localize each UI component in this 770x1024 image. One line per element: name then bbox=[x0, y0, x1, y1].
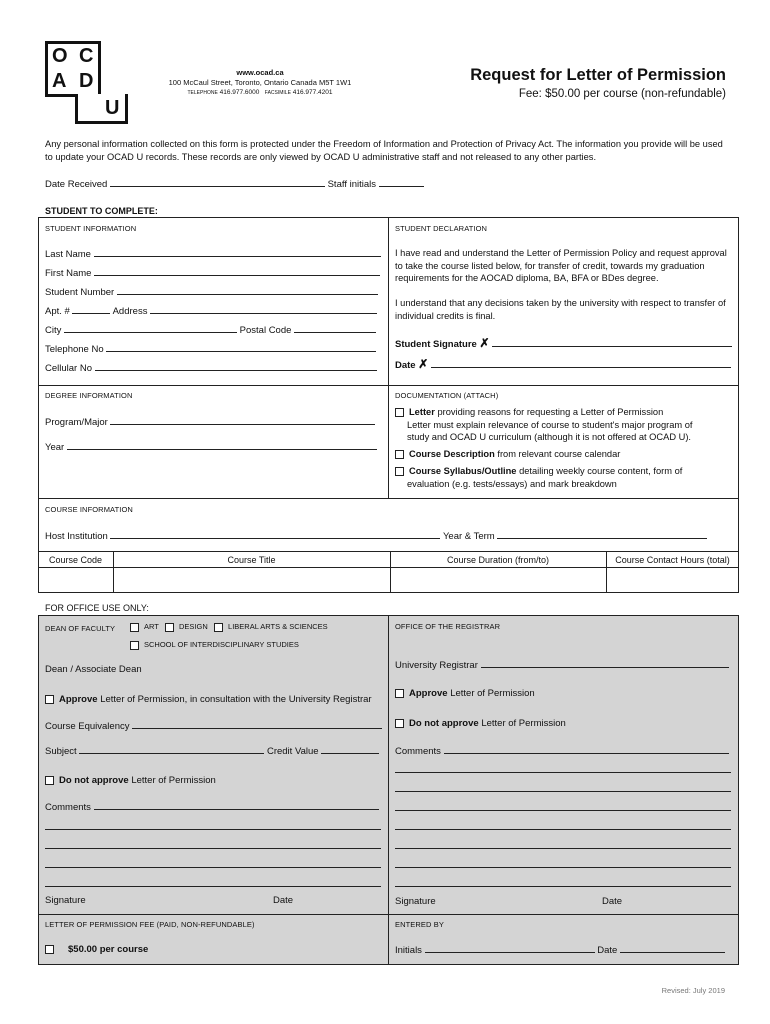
course-title-cell[interactable] bbox=[114, 568, 389, 592]
course-description-checkbox[interactable] bbox=[395, 450, 404, 459]
program-label: Program/Major bbox=[45, 417, 108, 428]
registrar-field[interactable] bbox=[481, 658, 729, 668]
initials-label: Initials bbox=[395, 945, 422, 956]
date-received-field[interactable] bbox=[110, 177, 325, 187]
dean-date-label: Date bbox=[273, 895, 294, 906]
student-signature-field[interactable] bbox=[492, 337, 732, 347]
registrar-not-approve-checkbox[interactable] bbox=[395, 719, 404, 728]
declaration-final: I understand that any decisions taken by the university with respect to transfer of individual credits is final. bbox=[395, 298, 726, 321]
letter-checkbox[interactable] bbox=[395, 408, 404, 417]
revised-date: Revised: July 2019 bbox=[661, 986, 725, 995]
telephone-field[interactable] bbox=[106, 342, 376, 352]
apt-field[interactable] bbox=[72, 304, 110, 314]
registrar-not-approve-text: Letter of Permission bbox=[481, 718, 566, 729]
declaration-heading: STUDENT DECLARATION bbox=[395, 224, 488, 233]
dean-approve-text: Letter of Permission, in consultation with the University Registrar bbox=[100, 694, 372, 705]
fee-checkbox[interactable] bbox=[45, 945, 54, 954]
col-course-code: Course Code bbox=[48, 555, 103, 565]
address-label: Address bbox=[112, 306, 148, 317]
letter-text-3: study and OCAD U curriculum (although it is not offered at OCAD U). bbox=[407, 432, 692, 443]
col-course-title: Course Title bbox=[227, 555, 276, 565]
course-description-label: Course Description bbox=[409, 449, 495, 460]
fax-label: FACSIMILE bbox=[264, 90, 291, 96]
date-received-row bbox=[45, 177, 424, 190]
course-syllabus-text: detailing weekly course content, form of bbox=[519, 465, 683, 476]
documentation-heading: DOCUMENTATION (ATTACH) bbox=[395, 391, 499, 400]
dean-signature-label: Signature bbox=[45, 895, 86, 906]
telephone-label: Telephone No bbox=[45, 344, 104, 355]
apt-label: Apt. # bbox=[45, 306, 70, 317]
student-date-label: Date bbox=[395, 360, 416, 371]
col-contact-hours: Course Contact Hours (total) bbox=[615, 555, 730, 565]
telephone-label: TELEPHONE bbox=[187, 90, 218, 96]
dean-not-approve-text: Letter of Permission bbox=[131, 775, 216, 786]
course-description-text: from relevant course calendar bbox=[497, 449, 621, 460]
logo-letter: A bbox=[52, 70, 67, 92]
staff-initials-field[interactable] bbox=[379, 177, 424, 187]
fee-label: $50.00 per course bbox=[68, 944, 149, 955]
letter-label: Letter bbox=[409, 407, 435, 417]
course-code-cell[interactable] bbox=[39, 568, 112, 592]
year-term-field[interactable] bbox=[497, 529, 707, 539]
registrar-signature-label: Signature bbox=[395, 896, 436, 907]
registrar-label: University Registrar bbox=[395, 660, 478, 671]
fee-heading: LETTER OF PERMISSION FEE (PAID, NON-REFUNDABLE) bbox=[45, 920, 255, 929]
city-label: City bbox=[45, 325, 62, 336]
las-label: LIBERAL ARTS & SCIENCES bbox=[228, 622, 328, 631]
art-label: ART bbox=[144, 622, 159, 631]
year-label: Year bbox=[45, 442, 65, 453]
logo-letter: C bbox=[79, 45, 94, 67]
dean-comments-field[interactable] bbox=[94, 800, 379, 810]
registrar-approve-label: Approve bbox=[409, 688, 448, 699]
col-course-duration: Course Duration (from/to) bbox=[446, 555, 550, 565]
date-mark-icon: ✗ bbox=[418, 357, 429, 371]
documentation-list bbox=[395, 406, 735, 490]
initials-field[interactable] bbox=[425, 943, 595, 953]
art-checkbox[interactable] bbox=[130, 623, 139, 632]
address: 100 McCaul Street, Toronto, Ontario Canada M5T 1W1 bbox=[168, 78, 352, 87]
sis-checkbox[interactable] bbox=[130, 641, 139, 650]
sis-label: SCHOOL OF INTERDISCIPLINARY STUDIES bbox=[144, 640, 299, 649]
form-title: Request for Letter of Permission bbox=[470, 66, 726, 84]
registrar-approve-text: Letter of Permission bbox=[450, 688, 535, 699]
telephone: 416.977.6000 bbox=[219, 89, 260, 96]
declaration-text: I have read and understand the Letter of Permission Policy and request approval to take the course listed below, for transfer of credit, towards my graduation requirements for the AOCAD diploma, BA, BFA or BDes degree. bbox=[395, 248, 727, 283]
dean-approve-label: Approve bbox=[59, 694, 98, 705]
year-term-label: Year & Term bbox=[442, 531, 495, 542]
student-section-heading: STUDENT TO COMPLETE: bbox=[45, 206, 158, 216]
las-checkbox[interactable] bbox=[214, 623, 223, 632]
subject-label: Subject bbox=[45, 746, 77, 757]
privacy-notice: Any personal information collected on this form is protected under the Freedom of Information and Protection of Privacy Act. The information you provide will be used to update your OCAD U records. These records are only viewed by OCAD U administrative staff and not released to any other parties. bbox=[45, 139, 723, 162]
registrar-comments-label: Comments bbox=[395, 746, 441, 757]
dean-not-approve-label: Do not approve bbox=[59, 775, 129, 786]
host-institution-label: Host Institution bbox=[45, 531, 108, 542]
subject-field[interactable] bbox=[79, 744, 264, 754]
entered-date-field[interactable] bbox=[620, 943, 725, 953]
dean-heading: DEAN OF FACULTY bbox=[45, 624, 116, 633]
contact-hours-cell[interactable] bbox=[607, 568, 738, 592]
registrar-not-approve-label: Do not approve bbox=[409, 718, 479, 729]
registrar-date-label: Date bbox=[602, 896, 623, 907]
logo-letter: O bbox=[52, 45, 68, 67]
credit-value-field[interactable] bbox=[321, 744, 379, 754]
date-received-label: Date Received bbox=[45, 179, 108, 190]
signature-mark-icon: ✗ bbox=[479, 336, 490, 350]
student-number-field[interactable] bbox=[117, 285, 378, 295]
dean-approve-checkbox[interactable] bbox=[45, 695, 54, 704]
logo-letter: U bbox=[105, 97, 120, 119]
design-checkbox[interactable] bbox=[165, 623, 174, 632]
year-field[interactable] bbox=[67, 440, 377, 450]
course-syllabus-text-2: evaluation (e.g. tests/essays) and mark breakdown bbox=[407, 478, 617, 489]
first-name-label: First Name bbox=[45, 268, 92, 279]
entered-by-heading: ENTERED BY bbox=[395, 920, 444, 929]
postal-code-field[interactable] bbox=[294, 323, 376, 333]
equivalency-field[interactable] bbox=[132, 719, 382, 729]
credit-value-label: Credit Value bbox=[266, 746, 319, 757]
dean-not-approve-checkbox[interactable] bbox=[45, 776, 54, 785]
registrar-comments-field[interactable] bbox=[444, 744, 729, 754]
registrar-approve-checkbox[interactable] bbox=[395, 689, 404, 698]
course-info-heading: COURSE INFORMATION bbox=[45, 505, 133, 514]
student-number-label: Student Number bbox=[45, 287, 115, 298]
dean-label: Dean / Associate Dean bbox=[45, 664, 142, 675]
registrar-heading: OFFICE OF THE REGISTRAR bbox=[395, 622, 501, 631]
last-name-label: Last Name bbox=[45, 249, 91, 260]
course-duration-cell[interactable] bbox=[391, 568, 605, 592]
city-field[interactable] bbox=[64, 323, 237, 333]
fee-note: Fee: $50.00 per course (non-refundable) bbox=[518, 88, 726, 100]
course-syllabus-checkbox[interactable] bbox=[395, 467, 404, 476]
program-field[interactable] bbox=[110, 415, 375, 425]
cellular-field[interactable] bbox=[95, 361, 377, 371]
student-date-field[interactable] bbox=[431, 358, 731, 368]
website: www.ocad.ca bbox=[236, 68, 284, 77]
student-signature-label: Student Signature bbox=[395, 339, 477, 350]
logo-letter: D bbox=[79, 70, 94, 92]
entered-date-label: Date bbox=[597, 945, 618, 956]
contact-block bbox=[160, 68, 360, 98]
fax: 416.977.4201 bbox=[292, 89, 333, 96]
office-use-heading: FOR OFFICE USE ONLY: bbox=[45, 603, 149, 613]
first-name-field[interactable] bbox=[94, 266, 380, 276]
student-info-heading: STUDENT INFORMATION bbox=[45, 224, 137, 233]
degree-info-heading: DEGREE INFORMATION bbox=[45, 391, 133, 400]
address-field[interactable] bbox=[150, 304, 377, 314]
equivalency-label: Course Equivalency bbox=[45, 721, 130, 732]
postal-code-label: Postal Code bbox=[239, 325, 292, 336]
course-syllabus-label: Course Syllabus/Outline bbox=[409, 465, 517, 476]
dean-comments-label: Comments bbox=[45, 802, 91, 813]
last-name-field[interactable] bbox=[94, 247, 381, 257]
design-label: DESIGN bbox=[179, 622, 208, 631]
letter-text: providing reasons for requesting a Letter of Permission bbox=[437, 407, 664, 417]
cellular-label: Cellular No bbox=[45, 363, 92, 374]
letter-text-2: Letter must explain relevance of course to student's major program of bbox=[407, 419, 693, 430]
staff-initials-label: Staff initials bbox=[327, 179, 376, 190]
host-institution-field[interactable] bbox=[110, 529, 440, 539]
